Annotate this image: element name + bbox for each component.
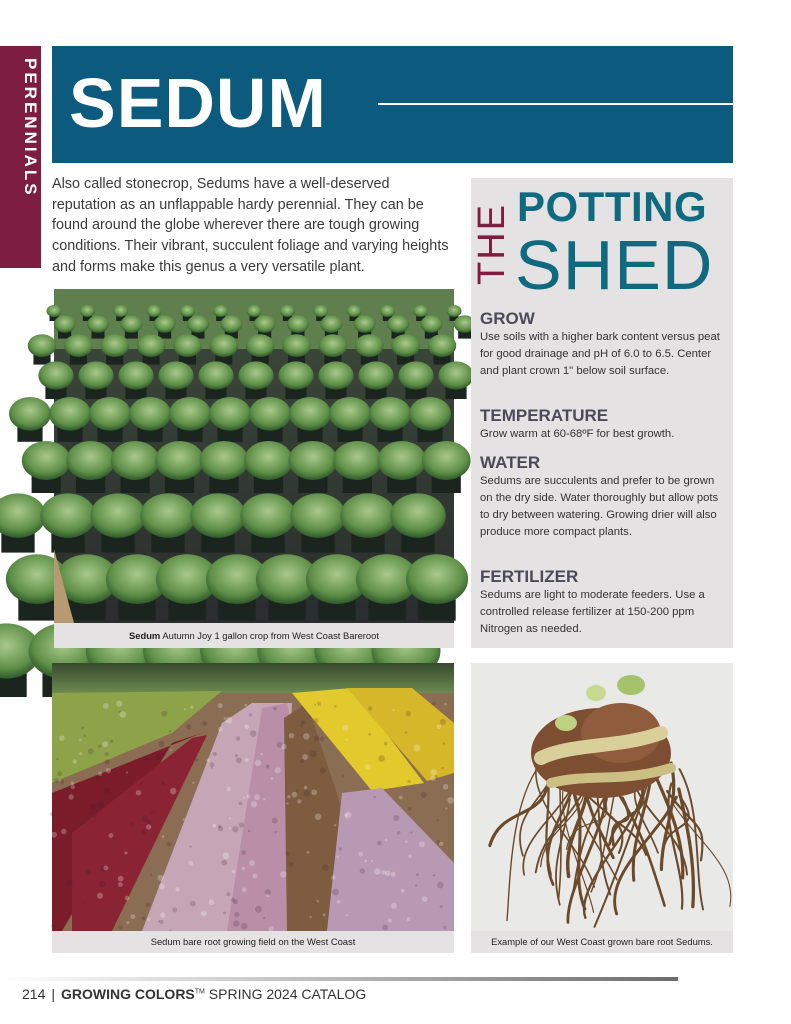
sedum-roots-photo	[471, 663, 733, 931]
potting-heading: POTTING	[517, 183, 708, 230]
grow-heading: GROW	[480, 309, 535, 328]
fertilizer-heading: FERTILIZER	[480, 567, 579, 586]
crop-caption-text: Autumn Joy 1 gallon crop from West Coast Bareroot	[160, 630, 379, 641]
shed-heading: SHED	[515, 226, 714, 304]
catalog-title: SPRING 2024 CATALOG	[204, 986, 367, 1002]
intro-paragraph: Also called stonecrop, Sedums have a well-deserved reputation as an unflappable hardy perennial. They can be found around the globe wherever there are tough growing conditions. Their vibrant, succulent foliage and varying heights and forms make this genus a very versatile plant.	[52, 176, 449, 275]
crop-caption-bold: Sedum	[129, 630, 161, 641]
banner-rule	[378, 103, 733, 105]
the-vertical-label	[471, 188, 513, 300]
potting-shed-panel	[471, 178, 733, 648]
page-title: SEDUM	[69, 64, 327, 142]
sedum-crop-photo	[54, 289, 454, 623]
page-number: 214	[22, 986, 46, 1002]
crop-caption	[54, 623, 454, 648]
water-text: Sedums are succulents and prefer to be grown on the dry side. Water thoroughly but allow pots to dry between watering. Growing drier will also produce more compact plants.	[480, 475, 719, 538]
section-tab	[0, 46, 41, 268]
temperature-heading: TEMPERATURE	[480, 406, 609, 425]
section-tab-label: PERENNIALS	[21, 58, 40, 198]
footer-rule	[0, 977, 678, 981]
title-banner	[52, 46, 733, 163]
footer-separator: |	[51, 986, 55, 1002]
water-heading: WATER	[480, 453, 541, 472]
page-footer	[22, 986, 366, 1002]
roots-caption: Example of our West Coast grown bare root Sedums.	[471, 931, 733, 953]
svg-text:THE: THE	[471, 203, 513, 285]
grow-text: Use soils with a higher bark content versus peat for good drainage and pH of 6.0 to 6.5. Center and plant crown 1" below soil surface.	[480, 331, 720, 377]
trademark: TM	[194, 988, 205, 996]
temperature-text: Grow warm at 60-68ºF for best growth.	[480, 428, 675, 440]
fertilizer-text: Sedums are light to moderate feeders. Use a controlled release fertilizer at 150-200 ppm Nitrogen as needed.	[480, 589, 705, 635]
catalog-brand: GROWING COLORS	[61, 986, 195, 1002]
sedum-field-photo	[52, 663, 454, 931]
field-caption: Sedum bare root growing field on the West Coast	[52, 931, 454, 953]
